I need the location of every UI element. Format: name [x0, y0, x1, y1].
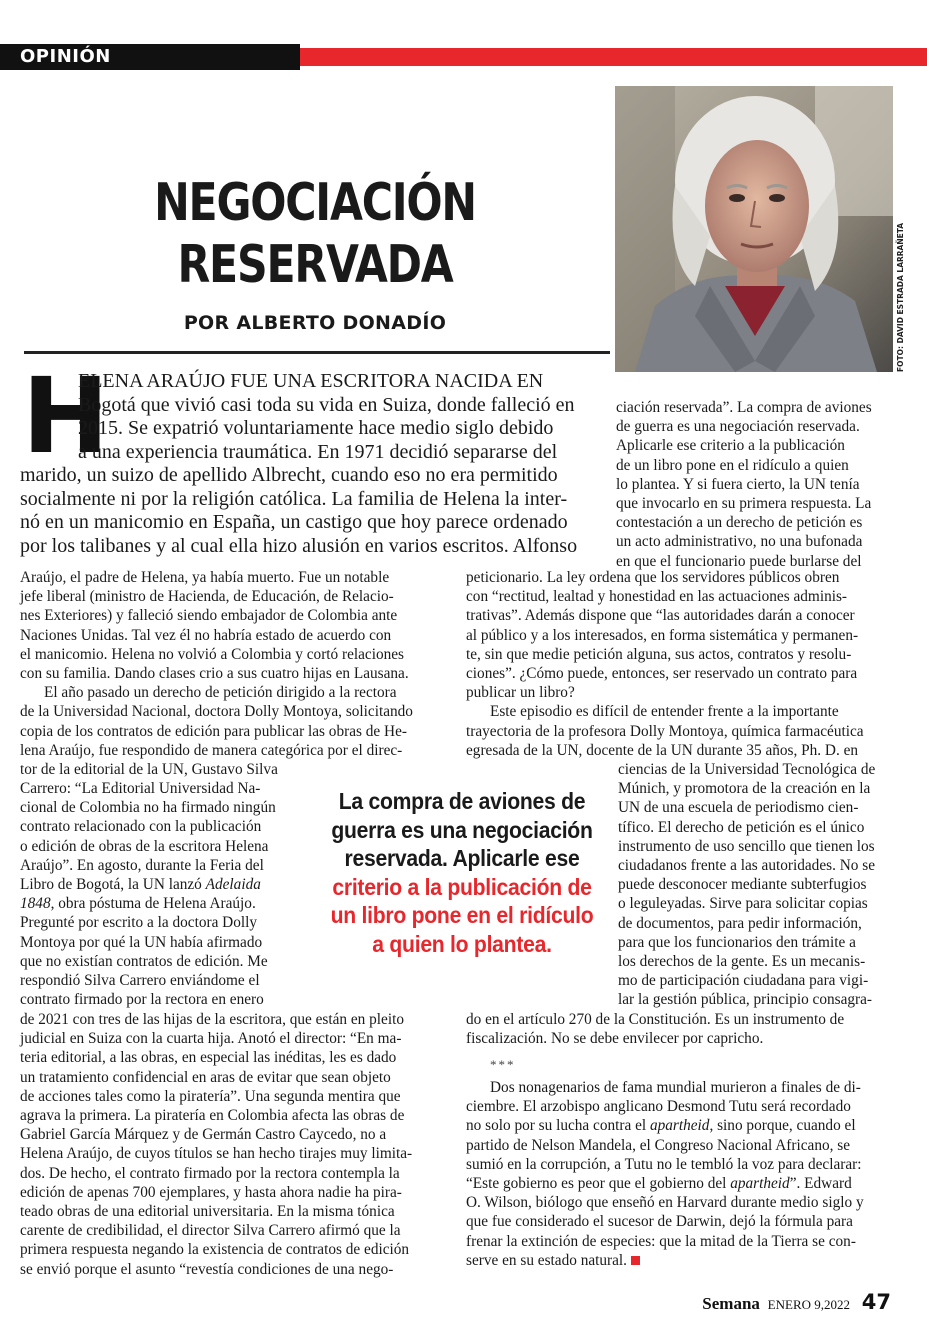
text-line: tífico. El derecho de petición es el único: [618, 818, 865, 836]
text-line: Aplicarle ese criterio a la publicación: [616, 437, 845, 455]
text-line: Helena Araújo, de cuyos títulos se han hecho tirajes muy limita-: [20, 1145, 413, 1163]
left-column-block-1: [20, 568, 450, 779]
text-line: de un libro pone en el ridículo a quien: [616, 456, 849, 474]
text-line: nes Exteriores) y falleció siendo embajador de Colombia ante: [20, 607, 398, 625]
text-line: instrumento de uso sencillo que tienen los: [618, 837, 875, 855]
text-fragment: Libro de Bogotá, la UN lanzó: [20, 876, 206, 894]
text-line: primera respuesta negando la existencia de contratos de edición: [20, 1241, 410, 1259]
pull-quote: [327, 787, 597, 959]
text-line: al público y a los interesados, en forma sistemática y permanen-: [466, 626, 859, 644]
right-column-block-2: [466, 568, 894, 760]
lead-line: marido, un suizo de apellido Albrecht, cuando eso no era permitido: [20, 464, 558, 486]
text-line: Naciones Unidas. Tal vez él no habría estado de acuerdo con: [20, 626, 392, 644]
text-line: Pregunté por escrito a la doctora Dolly: [20, 914, 258, 932]
text-line: sumió en la corrupción, a Tutu no le tembló la voz para declarar:: [466, 1155, 862, 1173]
text-line: contestación a un derecho de petición es: [616, 514, 863, 532]
text-line: [20, 894, 300, 913]
book-title: Adelaida: [205, 876, 261, 894]
pull-quote-line: La compra de aviones de: [338, 788, 586, 814]
text-line: un acto administrativo, no una bufonada: [616, 533, 863, 551]
pull-quote-line: reservada. Aplicarle ese: [344, 845, 580, 872]
text-line: contrato relacionado con la publicación: [20, 818, 262, 836]
text-line: judicial en Suiza con la cuarta hija. Anotó el director: “En ma-: [20, 1030, 402, 1048]
text-line: ciones”. ¿Cómo puede, entonces, ser reservado un contrato para: [466, 665, 858, 683]
lead-line: ELENA ARAÚJO FUE UNA ESCRITORA NACIDA EN: [78, 370, 544, 392]
text-line: con “rectitud, lealtad y honestidad en las actuaciones adminis-: [466, 588, 848, 606]
text-line: egresada de la UN, docente de la UN durante 35 años, Ph. D. en: [466, 741, 859, 759]
text-line: un tratamiento confidencial en aras de evitar que sean objeto: [20, 1068, 391, 1086]
text-line: se envió porque el asunto “revestía condiciones de una nego-: [20, 1260, 394, 1278]
text-fragment: serve en su estado natural.: [466, 1251, 627, 1269]
text-line: peticionario. La ley ordena que los servidores públicos obren: [466, 569, 840, 586]
text-line: que fue considerado el sucesor de Darwin, dejó la fórmula para: [466, 1213, 853, 1231]
text-fragment: no solo por su lucha contra el: [466, 1117, 650, 1135]
text-line: Dos nonagenarios de fama mundial murieron a finales de di-: [490, 1079, 861, 1096]
section-label: OPINIÓN: [20, 46, 111, 67]
text-line: do en el artículo 270 de la Constitución. Es un instrumento de: [466, 1011, 845, 1028]
headline: [73, 172, 557, 296]
headline-line-2: RESERVADA: [177, 235, 453, 295]
section-bar: [0, 44, 927, 70]
text-line: de guerra es una negociación reservada.: [616, 418, 860, 436]
text-line: o leguleyadas. Sirve para solicitar copias: [618, 895, 868, 913]
text-fragment: “Este gobierno es peor que el gobierno del: [466, 1175, 731, 1193]
text-line: Carrero: “La Editorial Universidad Na-: [20, 780, 261, 797]
text-line: publicar un libro?: [466, 684, 575, 702]
text-line: de la Universidad Nacional, doctora Dolly Montoya, solicitando: [20, 703, 413, 721]
pull-quote-line-red: un libro pone en el ridículo: [330, 902, 594, 929]
text-line: frenar la extinción de especies: que la mitad de la Tierra se con-: [466, 1232, 856, 1250]
text-line: contrato firmado por la rectora en enero: [20, 991, 264, 1009]
text-line: jefe liberal (ministro de Hacienda, de Educación, de Relacio-: [20, 588, 394, 606]
text-line: puede desconocer mediante subterfugios: [618, 876, 867, 894]
text-line: Este episodio es difícil de entender frente a la importante: [490, 703, 839, 721]
issue-date: ENERO 9,2022: [767, 1297, 851, 1312]
text-line: teria editorial, a las obras, en especial las inéditas, les es dado: [20, 1049, 397, 1067]
text-line: para que los funcionarios den trámite a: [618, 933, 856, 951]
text-line: [20, 875, 300, 894]
text-line: cional de Colombia no ha firmado ningún: [20, 799, 276, 817]
right-column-block-5: [466, 1078, 894, 1270]
section-separator: ***: [490, 1057, 516, 1072]
text-line: dos. De hecho, el contrato firmado por la rectora contempla la: [20, 1164, 400, 1182]
page-footer: [702, 1290, 891, 1314]
text-line: copia de los contratos de edición para publicar las obras de He-: [20, 722, 407, 740]
text-line: ciencias de la Universidad Tecnológica de: [618, 761, 876, 778]
book-title-year: 1848: [20, 895, 51, 913]
left-column-block-2: [20, 779, 300, 1009]
lead-paragraph: [20, 355, 600, 558]
text-line: Araújo, el padre de Helena, ya había muerto. Fue un notable: [20, 569, 390, 586]
lead-line: nó en un manicomio en España, un castigo que hoy parece ordenado: [20, 511, 568, 533]
text-line: de documentos, para pedir información,: [618, 914, 862, 932]
text-line: teado obras de una editorial universitaria. En la misma tónica: [20, 1203, 395, 1221]
lead-line: Bogotá que vivió casi toda su vida en Suiza, donde falleció en: [78, 393, 575, 416]
lead-line: 2015. Se expatrió voluntariamente hace medio siglo debido: [78, 417, 554, 439]
right-column-block-4: [466, 1010, 894, 1048]
text-line: Gabriel García Márquez y de Germán Castro Caycedo, no a: [20, 1126, 387, 1144]
byline: POR ALBERTO DONADÍO: [183, 312, 447, 334]
drop-cap: H: [22, 355, 110, 477]
text-line: [466, 1116, 894, 1135]
author-photo: [615, 86, 893, 372]
text-line: respondió Silva Carrero enviándome el: [20, 972, 260, 990]
page-number: 47: [861, 1290, 891, 1314]
italic-term: apartheid: [649, 1117, 710, 1135]
headline-rule: [24, 351, 610, 354]
text-line: tor de la editorial de la UN, Gustavo Silva: [20, 761, 278, 779]
text-line: el manicomio. Helena no volvió a Colombia y cortó relaciones: [20, 645, 405, 663]
right-column-block-3: [618, 760, 894, 1010]
pull-quote-line-red: a quien lo plantea.: [372, 930, 552, 957]
text-line: partido de Nelson Mandela, el Congreso Nacional Africano, se: [466, 1136, 851, 1154]
italic-term: apartheid: [730, 1175, 790, 1193]
pull-quote-line-red: criterio a la publicación de: [332, 873, 592, 900]
text-line: ciudadanos frente a las autoridades. No se: [618, 857, 875, 875]
text-fragment: ”. Edward: [789, 1175, 852, 1193]
lead-line: por los talibanes y al cual ella hizo alusión en varios escritos. Alfonso: [20, 534, 578, 557]
right-column-block-1: [616, 398, 894, 571]
magazine-name: Semana: [702, 1294, 760, 1313]
text-line: carente de credibilidad, el director Silva Carrero afirmó que la: [20, 1222, 401, 1240]
text-line: de 2021 con tres de las hijas de la escritora, que están en pleito: [20, 1011, 404, 1028]
text-line: El año pasado un derecho de petición dirigido a la rectora: [44, 684, 397, 702]
text-line: que invocarlo en su primera respuesta. La: [616, 495, 872, 513]
text-line: los derechos de la gente. Es un mecanis-: [618, 953, 866, 971]
text-line: Araújo”. En agosto, durante la Feria del: [20, 856, 264, 874]
text-line: UN de una escuela de periodismo cien-: [618, 799, 859, 817]
text-line: Múnich, y promotora de la creación en la: [618, 780, 871, 798]
text-line: O. Wilson, biólogo que enseñó en Harvard durante medio siglo y: [466, 1194, 864, 1212]
text-line: fiscalización. No se debe envilecer por capricho.: [466, 1030, 764, 1048]
text-line: lo plantea. Y si fuera cierto, la UN tenía: [616, 475, 860, 493]
text-line: [466, 1251, 894, 1270]
photo-credit: FOTO: DAVID ESTRADA LARRAÑETA: [896, 222, 905, 372]
pull-quote-line: guerra es una negociación: [331, 816, 593, 843]
lead-line: a una experiencia traumática. En 1971 decidió separarse del: [78, 440, 558, 463]
text-line: ciación reservada”. La compra de aviones: [616, 399, 872, 416]
text-fragment: , obra póstuma de Helena Araújo.: [50, 895, 256, 913]
text-line: te, sin que medie petición alguna, sus actos, contratos y resolu-: [466, 645, 852, 663]
text-line: o edición de obras de la escritora Helena: [20, 837, 269, 855]
text-line: lena Araújo, fue respondido de manera categórica por el direc-: [20, 741, 403, 759]
left-column-block-3: [20, 1010, 450, 1279]
photo-credit-wrap: [896, 222, 910, 522]
text-fragment: , sino porque, cuando el: [709, 1117, 856, 1135]
author-portrait-image: [615, 86, 893, 372]
text-line: que no existían contratos de edición. Me: [20, 952, 268, 970]
text-line: en que el funcionario puede burlarse del: [616, 552, 862, 570]
text-line: [466, 1174, 894, 1193]
text-line: agrava la primera. La piratería en Colombia afecta las obras de: [20, 1107, 405, 1125]
end-mark-icon: [631, 1256, 640, 1265]
text-line: ciembre. El arzobispo anglicano Desmond Tutu será recordado: [466, 1098, 851, 1116]
text-line: trayectoria de la profesora Dolly Montoya, química farmacéutica: [466, 722, 864, 740]
section-bar-red: [300, 48, 927, 66]
lead-line: socialmente ni por la religión católica. La familia de Helena la inter-: [20, 487, 568, 510]
text-line: mo de participación ciudadana para vigi-: [618, 972, 869, 990]
text-line: Montoya por qué la UN había afirmado: [20, 933, 263, 951]
text-line: de acciones tales como la piratería”. Una segunda mentira que: [20, 1087, 401, 1105]
text-line: trativas”. Además dispone que “las autoridades darán a conocer: [466, 607, 855, 625]
headline-line-1: NEGOCIACIÓN: [154, 173, 476, 233]
text-line: con su familia. Dando clases crio a sus cuatro hijas en Lausana.: [20, 665, 409, 683]
text-line: edición de apenas 700 ejemplares, y hasta ahora nadie ha pira-: [20, 1183, 402, 1201]
text-line: lar la gestión pública, principio consagra-: [618, 991, 873, 1009]
